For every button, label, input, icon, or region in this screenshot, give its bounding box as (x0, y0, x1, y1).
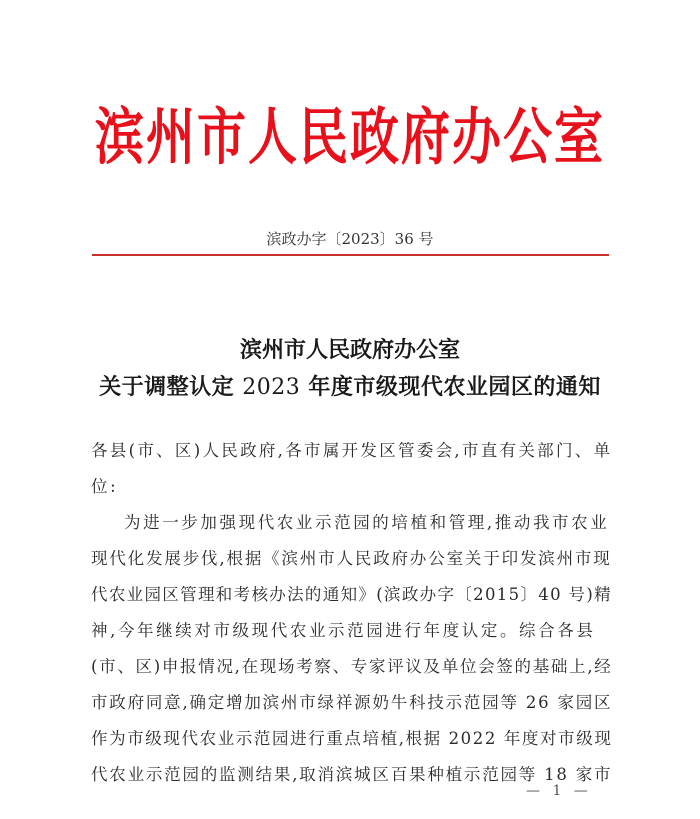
body-line-addressee: 各县(市、区)人民政府,各市属开发区管委会,市直有关部门、单 (91, 441, 613, 460)
red-divider-rule (92, 254, 609, 256)
notice-title-suffix: 年度市级现代农业园区的通知 (308, 374, 601, 400)
body-line: 代农业示范园的监测结果,取消滨城区百果种植示范园等 18 家市 (91, 765, 613, 784)
notice-title-line2 (0, 372, 700, 403)
body-line: 作为市级现代农业示范园进行重点培植,根据 2022 年度对市级现 (91, 729, 613, 748)
body-line: 现代化发展步伐,根据《滨州市人民政府办公室关于印发滨州市现 (91, 549, 612, 568)
notice-title-year: 2023 (242, 375, 301, 400)
document-number: 滨政办字〔2023〕36 号 (266, 230, 434, 248)
body-line: (市、区)申报情况,在现场考察、专家评议及单位会签的基础上,经 (91, 657, 613, 676)
masthead-title: 滨州市人民政府办公室 (94, 101, 605, 173)
body-line: 神,今年继续对市级现代农业示范园进行年度认定。综合各县 (91, 621, 596, 640)
notice-title-prefix: 关于调整认定 (99, 374, 235, 400)
body-line-paragraph-start: 为进一步加强现代农业示范园的培植和管理,推动我市农业 (124, 513, 610, 532)
body-line: 代农业园区管理和考核办法的通知》(滨政办字〔2015〕40 号)精 (91, 585, 612, 604)
notice-title-line1: 滨州市人民政府办公室 (239, 337, 460, 363)
page-number: — 1 — (526, 783, 592, 799)
body-line-addressee-cont: 位: (91, 477, 119, 496)
body-line: 市政府同意,确定增加滨州市绿祥源奶牛科技示范园等 26 家园区 (91, 693, 613, 712)
